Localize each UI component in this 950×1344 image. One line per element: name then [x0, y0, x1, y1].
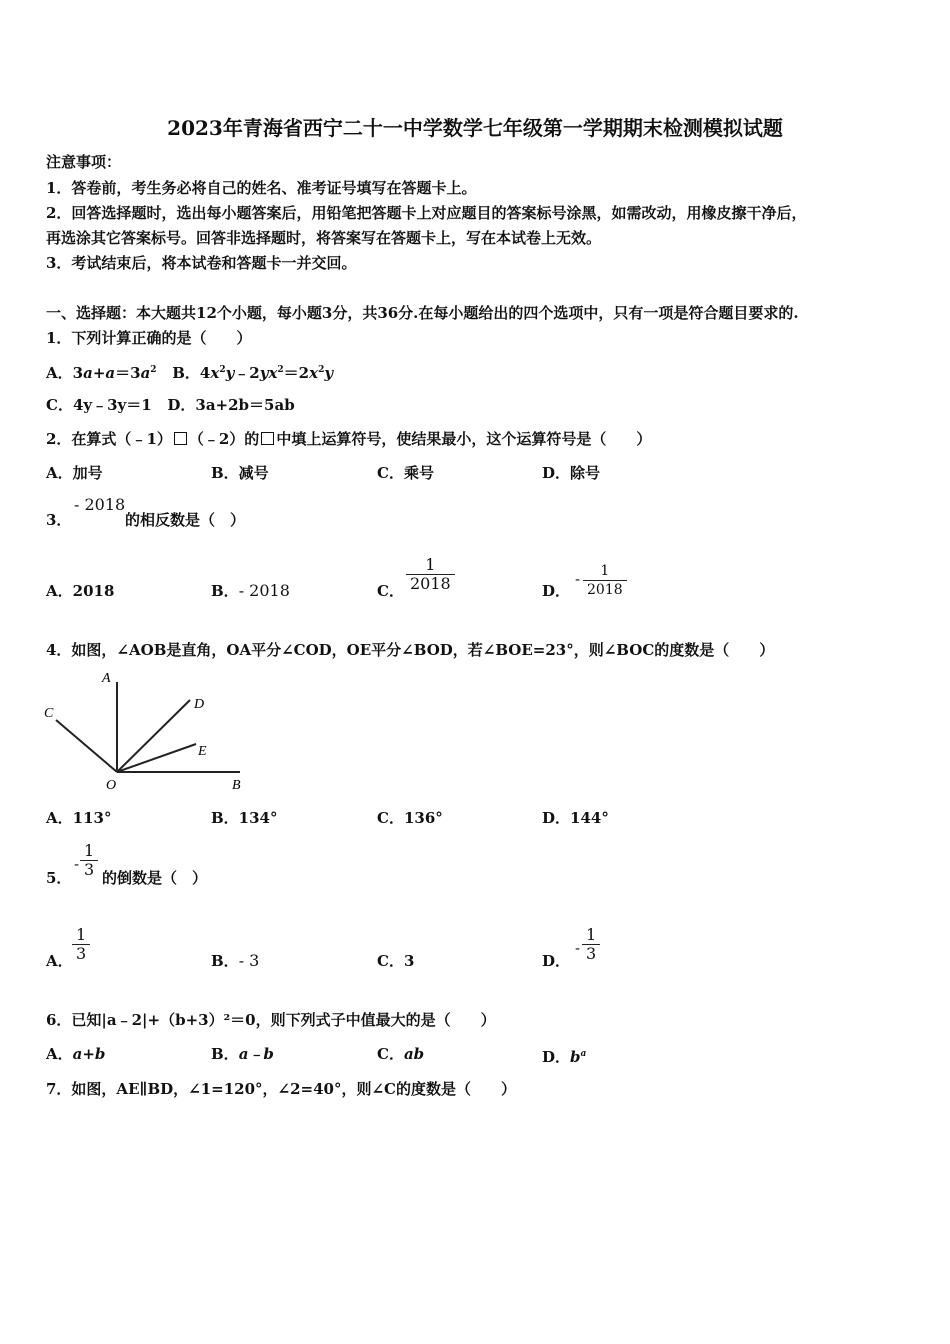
option-d-sign: -: [575, 939, 581, 957]
fraction-denominator: 2018: [583, 580, 627, 599]
notice-item: 1．答卷前，考生务必将自己的姓名、准考证号填写在答题卡上。: [46, 179, 477, 197]
option-a-fraction: [72, 926, 90, 963]
question-1-options-ab: [46, 360, 333, 383]
option-d-fraction: [582, 926, 600, 963]
option-a: A．加号: [46, 464, 103, 482]
question-5-number: 5．: [46, 869, 72, 887]
option-a-label: A．: [46, 364, 73, 382]
blank-box-icon: [261, 432, 274, 445]
fraction-numerator: 1: [84, 841, 95, 860]
question-3-value: - 2018: [74, 495, 126, 514]
fraction-denominator: 3: [582, 944, 600, 963]
option-d: D．144°: [542, 809, 609, 827]
option-d-label: D．: [167, 396, 196, 414]
fraction-numerator: 1: [76, 925, 87, 944]
option-label: B．: [211, 582, 239, 600]
question-3-stem: 的相反数是（ ）: [125, 511, 246, 529]
question-5-stem: 的倒数是（ ）: [102, 869, 208, 887]
label-d: D: [194, 697, 205, 712]
label-c: C: [44, 706, 54, 721]
option-c-expression: 4y﹣3y＝1: [72, 396, 152, 414]
option-d-expression: 3a+2b＝5ab: [195, 396, 295, 414]
option-value: ab: [403, 1045, 425, 1063]
option-label: A．: [46, 1045, 73, 1063]
stem-part: （﹣2）的: [188, 430, 260, 448]
option-b: [211, 1044, 274, 1064]
question-4-stem: 4．如图，∠AOB是直角，OA平分∠COD，OE平分∠BOD，若∠BOE=23°，则∠BOC的度数是（ ）: [46, 641, 775, 659]
option-label: B．: [211, 952, 239, 970]
label-o: O: [106, 778, 117, 792]
option-b: B．减号: [211, 464, 269, 482]
blank-box-icon: [174, 432, 187, 445]
option-d-fraction: [583, 562, 627, 599]
option-c: [377, 1044, 424, 1064]
option-c-fraction: [406, 556, 455, 593]
label-e: E: [198, 744, 207, 759]
question-7-stem: 7．如图，AE∥BD，∠1=120°，∠2=40°，则∠C的度数是（ ）: [46, 1080, 516, 1098]
option-label: B．: [211, 1045, 239, 1063]
option-value: $b^a$: [570, 1048, 587, 1066]
section-heading: 一、选择题：本大题共12个小题，每小题3分，共36分.在每小题给出的四个选项中，只有一项是符合题目要求的.: [46, 304, 799, 322]
option-d-sign: -: [575, 570, 581, 588]
option-c: C．136°: [377, 809, 443, 827]
stem-part: 中填上运算符号，使结果最小，这个运算符号是（ ）: [276, 430, 652, 448]
stem-part: 2．在算式（﹣1）: [46, 430, 172, 448]
option-a-label: A．: [46, 952, 73, 970]
option-b-expression: $4x^2y﹣2yx^2=2x^2y$: [199, 364, 334, 382]
option-d-label: D．: [542, 952, 571, 970]
fraction-numerator: 1: [586, 925, 597, 944]
option-value: - 2018: [238, 581, 290, 600]
fraction-numerator: 1: [600, 563, 610, 579]
option-a: A．113°: [46, 809, 112, 827]
option-b: [211, 581, 290, 601]
notice-item: 2．回答选择题时，选出每小题答案后，用铅笔把答题卡上对应题目的答案标号涂黑，如需改动，用橡皮擦干净后，: [46, 204, 807, 222]
option-d: [542, 1044, 586, 1067]
fraction-denominator: 3: [72, 944, 90, 963]
option-d-label: D．: [542, 582, 571, 600]
option-c: C．乘号: [377, 464, 434, 482]
option-b: B．134°: [211, 809, 278, 827]
label-b: B: [232, 778, 241, 792]
fraction-denominator: 3: [80, 860, 98, 879]
question-6-stem: 6．已知|a﹣2|+（b+3）²＝0，则下列式子中值最大的是（ ）: [46, 1011, 496, 1029]
fraction-denominator: 2018: [406, 574, 455, 593]
notice-item: 再选涂其它答案标号。回答非选择题时，将答案写在答题卡上，写在本试卷上无效。: [46, 229, 602, 247]
option-value: a﹣b: [238, 1045, 274, 1063]
option-b: [211, 951, 259, 971]
option-a: A．2018: [46, 582, 115, 600]
angle-figure: [44, 668, 248, 792]
option-a-expression: $3a+a=3a^2$: [72, 364, 157, 382]
fraction-numerator: 1: [425, 555, 436, 574]
option-c: C．3: [377, 952, 415, 970]
notice-item: 3．考试结束后，将本试卷和答题卡一并交回。: [46, 254, 357, 272]
option-b-label: B．: [172, 364, 200, 382]
option-c-label: C．: [377, 582, 404, 600]
option-value: a+b: [72, 1045, 106, 1063]
option-value: - 3: [238, 951, 260, 970]
option-label: D．: [542, 1048, 571, 1066]
question-2-stem: [46, 429, 651, 449]
question-3-number: 3．: [46, 511, 72, 529]
question-5-sign: -: [74, 855, 80, 873]
exam-title: 2023年青海省西宁二十一中学数学七年级第一学期期末检测模拟试题: [167, 116, 783, 140]
question-1-stem: 1．下列计算正确的是（ ）: [46, 329, 252, 347]
label-a: A: [102, 671, 111, 686]
question-5-fraction: [80, 842, 98, 879]
option-c-label: C．: [46, 396, 73, 414]
notice-heading: 注意事项：: [46, 153, 122, 171]
option-label: C．: [377, 1045, 404, 1063]
option-a: [46, 1044, 105, 1064]
question-1-options-cd: [46, 395, 295, 415]
option-d: D．除号: [542, 464, 601, 482]
